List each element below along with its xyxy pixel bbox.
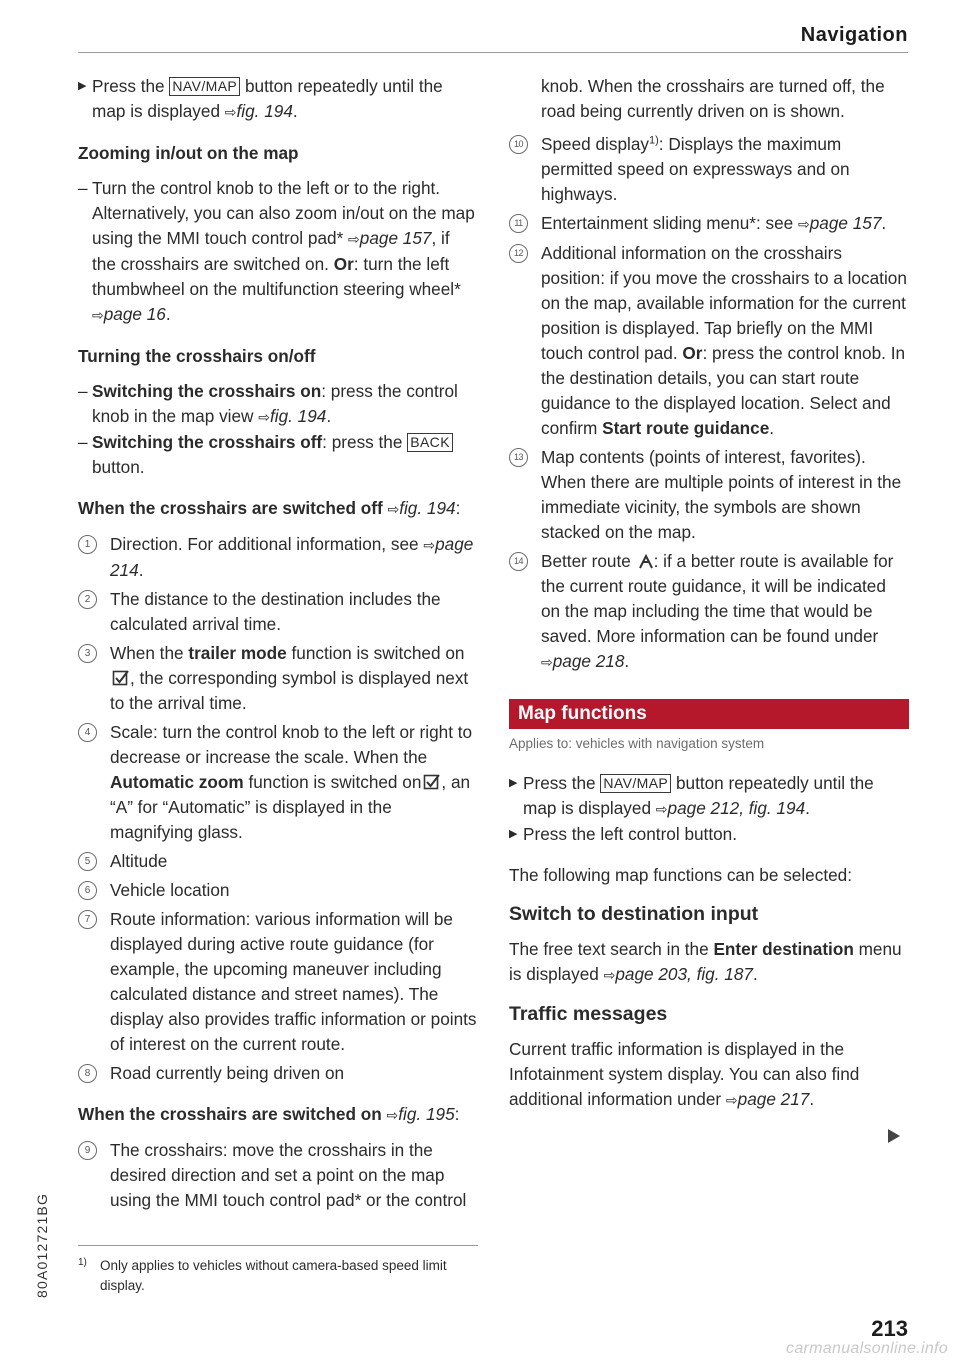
section-title: Map functions	[509, 699, 909, 729]
reference-arrow-icon: ⇨	[258, 409, 270, 425]
cross-reference[interactable]: ⇨page 218	[541, 651, 625, 671]
callout-number: 9	[78, 1141, 97, 1160]
crosshairs-on-instruction: – Switching the crosshairs on: press the control knob in the map view ⇨fig. 194.	[78, 381, 458, 426]
footnote: 1) Only applies to vehicles without camera-based speed limit display.	[78, 1257, 447, 1293]
callout-number: 12	[509, 244, 528, 263]
reference-arrow-icon: ⇨	[224, 104, 237, 120]
cross-reference[interactable]: ⇨page 217	[725, 1089, 810, 1109]
callout-number: 8	[78, 1064, 97, 1083]
callout-number: 7	[78, 910, 97, 929]
list-item: 2 The distance to the destination includes the calculated arrival time.	[78, 587, 478, 637]
paragraph: The following map functions can be selected:	[509, 865, 852, 885]
heading-crosshairs-on: When the crosshairs are switched on ⇨fig. 195:	[78, 1104, 460, 1124]
heading-crosshairs-off: When the crosshairs are switched off ⇨fig. 194:	[78, 498, 461, 518]
callout-number: 10	[509, 135, 528, 154]
running-header: Navigation	[800, 24, 908, 46]
left-column	[78, 74, 478, 1217]
continued-text: knob. When the crosshairs are turned off, the road being currently driven on is shown.	[541, 76, 885, 121]
heading-traffic-messages: Traffic messages	[509, 1003, 668, 1025]
cross-reference[interactable]: ⇨fig. 194	[258, 406, 327, 426]
callout-number: 5	[78, 852, 97, 871]
reference-arrow-icon: ⇨	[92, 307, 104, 323]
callout-number: 4	[78, 723, 97, 742]
continue-arrow-icon	[888, 1129, 900, 1143]
step-bullet-icon: ▶	[509, 777, 518, 789]
cross-reference[interactable]: ⇨page 212, fig. 194	[655, 798, 806, 818]
watermark: carmanualsonline.info	[786, 1340, 948, 1357]
cross-reference[interactable]: ⇨page 157	[798, 213, 882, 233]
list-item: 9 The crosshairs: move the crosshairs in the desired direction and set a point on the map using the MMI touch control pad* or the control	[78, 1138, 478, 1213]
list-item: 12 Additional information on the crosshairs position: if you move the crosshairs to a location on the map, available information for the current position is displayed. Tap briefly on the MMI touch control pad. Or: press the control knob. In the destination details, you can start route guidance to the displayed location. Select and confirm Start route guidance.	[509, 241, 909, 441]
list-item: 13 Map contents (points of interest, favorites). When there are multiple points of interest in the immediate vicinity, the symbols are shown stacked on the map.	[509, 445, 909, 545]
list-item: 4 Scale: turn the control knob to the left or right to decrease or increase the scale. When the Automatic zoom function is switched on , an “A” for “Automatic” is displayed in the magnifying glass.	[78, 720, 478, 845]
list-item: 6 Vehicle location	[78, 878, 478, 903]
list-item: 10 Speed display$^{1)}$: Displays the maximum permitted speed on expressways and on highways.	[509, 132, 909, 207]
document-code: 80A012721BG	[34, 1192, 50, 1298]
heading-zooming: Zooming in/out on the map	[78, 143, 299, 163]
reference-arrow-icon: ⇨	[603, 967, 616, 983]
applies-to-note: Applies to: vehicles with navigation system	[509, 736, 765, 751]
callout-number: 14	[509, 552, 528, 571]
step-bullet-icon: ▶	[509, 828, 518, 840]
reference-arrow-icon: ⇨	[798, 216, 810, 232]
reference-arrow-icon: ⇨	[655, 801, 668, 817]
callout-number: 11	[509, 214, 528, 233]
checkbox-checked-icon	[112, 669, 130, 687]
list-item: 3 When the trailer mode function is switched on, the corresponding symbol is displayed next to the arrival time.	[78, 641, 478, 716]
cross-reference[interactable]: ⇨page 16	[92, 304, 166, 324]
cross-reference[interactable]: ⇨fig. 195	[386, 1104, 455, 1124]
callout-number: 1	[78, 535, 97, 554]
reference-arrow-icon: ⇨	[725, 1092, 738, 1108]
step-press-nav-map: ▶ Press the NAV/MAP button repeatedly until the map is displayed ⇨fig. 194.	[78, 76, 443, 121]
list-item: 7 Route information: various information will be displayed during active route guidance (for example, the upcoming maneuver including calculated distance and street names). The display also provides traffic information or points of interest on the current route.	[78, 907, 478, 1057]
page-number: 213	[871, 1316, 908, 1341]
reference-arrow-icon: ⇨	[386, 1107, 399, 1123]
reference-arrow-icon: ⇨	[387, 501, 400, 517]
right-column	[509, 74, 909, 1113]
heading-crosshairs: Turning the crosshairs on/off	[78, 346, 316, 366]
footnote-marker: 1)	[648, 134, 659, 147]
callout-number: 13	[509, 448, 528, 467]
list-item: 14 Better route : if a better route is available for the current route guidance, it will be indicated on the map including the time that would be saved. More information can be found under ⇨page 218.	[509, 549, 909, 675]
list-item: 11 Entertainment sliding menu*: see ⇨page 157.	[509, 211, 909, 237]
reference-arrow-icon: ⇨	[541, 654, 553, 670]
nav-map-key: NAV/MAP	[169, 77, 240, 96]
paragraph: Current traffic information is displayed in the Infotainment system display. You can also find additional information under ⇨page 217.	[509, 1039, 860, 1109]
cross-reference[interactable]: ⇨page 203, fig. 187	[603, 964, 753, 984]
callout-number: 2	[78, 590, 97, 609]
paragraph: The free text search in the Enter destination menu is displayed ⇨page 203, fig. 187.	[509, 939, 902, 984]
back-key: BACK	[407, 433, 453, 452]
reference-arrow-icon: ⇨	[348, 231, 360, 247]
cross-reference[interactable]: ⇨fig. 194	[224, 101, 293, 121]
step-press-left-button: ▶ Press the left control button.	[509, 822, 909, 847]
callout-number: 6	[78, 881, 97, 900]
header-divider	[78, 52, 908, 53]
cross-reference[interactable]: ⇨page 157	[348, 228, 432, 248]
step-press-nav-map: ▶ Press the NAV/MAP button repeatedly until the map is displayed ⇨page 212, fig. 194.	[509, 773, 874, 818]
zoom-instruction: – Turn the control knob to the left or to the right. Alternatively, you can also zoom in/out on the map using the MMI touch control pad* ⇨page 157, if the crosshairs are switched on. Or: turn the left thumbwheel on the multifunction steering wheel* ⇨page 16.	[78, 178, 475, 324]
list-item: 5 Altitude	[78, 849, 478, 874]
footnote-divider	[78, 1245, 478, 1246]
heading-switch-destination: Switch to destination input	[509, 903, 759, 925]
checkbox-checked-icon	[423, 773, 441, 791]
callout-number: 3	[78, 644, 97, 663]
better-route-icon	[638, 554, 654, 570]
reference-arrow-icon: ⇨	[423, 537, 436, 553]
cross-reference[interactable]: ⇨page 214	[110, 534, 474, 580]
step-bullet-icon: ▶	[78, 80, 87, 92]
list-item: 8 Road currently being driven on	[78, 1061, 478, 1086]
cross-reference[interactable]: ⇨fig. 194	[387, 498, 456, 518]
crosshairs-off-instruction: – Switching the crosshairs off: press the BACK button.	[78, 430, 478, 480]
nav-map-key: NAV/MAP	[600, 774, 671, 793]
list-item: 1 Direction. For additional information, see ⇨page 214.	[78, 532, 478, 583]
